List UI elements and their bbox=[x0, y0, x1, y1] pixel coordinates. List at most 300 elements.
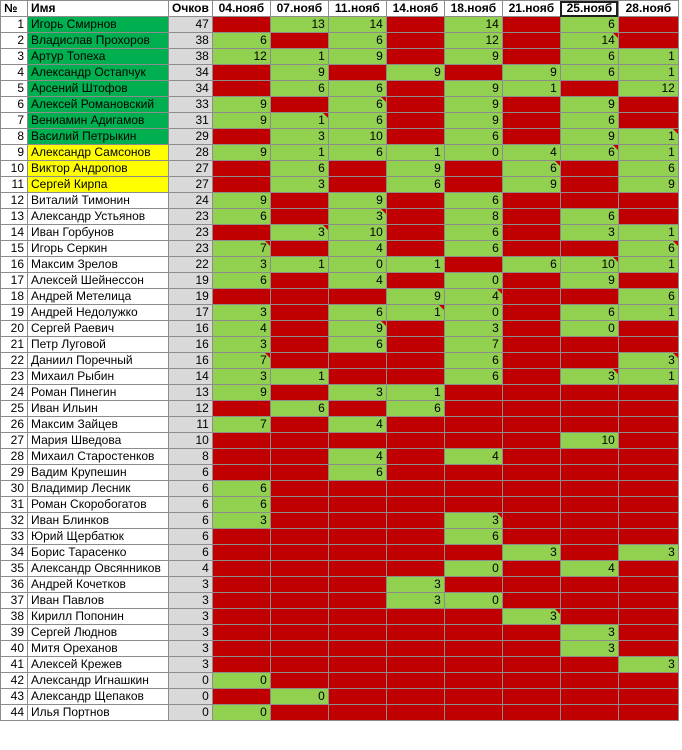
score-cell-missed[interactable] bbox=[618, 641, 678, 657]
score-cell-attended[interactable]: 10 bbox=[328, 225, 386, 241]
score-cell-missed[interactable] bbox=[560, 689, 618, 705]
score-cell-attended[interactable]: 6 bbox=[212, 33, 270, 49]
score-cell-missed[interactable] bbox=[212, 465, 270, 481]
rank-cell[interactable]: 2 bbox=[1, 33, 28, 49]
score-cell-missed[interactable] bbox=[502, 33, 560, 49]
score-cell-missed[interactable] bbox=[618, 337, 678, 353]
score-cell-missed[interactable] bbox=[270, 433, 328, 449]
header-date[interactable]: 04.нояб bbox=[212, 1, 270, 17]
score-cell-missed[interactable] bbox=[328, 161, 386, 177]
score-cell-attended[interactable]: 9 bbox=[212, 385, 270, 401]
rank-cell[interactable]: 13 bbox=[1, 209, 28, 225]
player-name-cell[interactable]: Алексей Крежев bbox=[28, 657, 169, 673]
score-cell-missed[interactable] bbox=[502, 705, 560, 721]
score-cell-attended[interactable]: 6 bbox=[386, 401, 444, 417]
rank-cell[interactable]: 32 bbox=[1, 513, 28, 529]
rank-cell[interactable]: 11 bbox=[1, 177, 28, 193]
score-cell-missed[interactable] bbox=[502, 657, 560, 673]
score-cell-attended[interactable]: 6 bbox=[444, 225, 502, 241]
score-cell-attended[interactable]: 1 bbox=[386, 305, 444, 321]
score-cell-attended[interactable]: 6 bbox=[560, 49, 618, 65]
rank-cell[interactable]: 37 bbox=[1, 593, 28, 609]
player-name-cell[interactable]: Иван Горбунов bbox=[28, 225, 169, 241]
score-cell-attended[interactable]: 9 bbox=[502, 65, 560, 81]
score-cell-missed[interactable] bbox=[560, 705, 618, 721]
score-cell-attended[interactable]: 6 bbox=[212, 273, 270, 289]
score-cell-attended[interactable]: 0 bbox=[444, 593, 502, 609]
player-name-cell[interactable]: Андрей Кочетков bbox=[28, 577, 169, 593]
score-cell-attended[interactable]: 9 bbox=[328, 49, 386, 65]
score-cell-missed[interactable] bbox=[328, 177, 386, 193]
score-cell-missed[interactable] bbox=[270, 529, 328, 545]
score-cell-attended[interactable]: 13 bbox=[270, 17, 328, 33]
score-cell-attended[interactable]: 7 bbox=[212, 241, 270, 257]
score-cell-missed[interactable] bbox=[270, 385, 328, 401]
score-cell-missed[interactable] bbox=[328, 625, 386, 641]
player-name-cell[interactable]: Сергей Раевич bbox=[28, 321, 169, 337]
score-cell-attended[interactable]: 6 bbox=[618, 241, 678, 257]
player-name-cell[interactable]: Владислав Прохоров bbox=[28, 33, 169, 49]
score-cell-attended[interactable]: 6 bbox=[444, 353, 502, 369]
score-cell-missed[interactable] bbox=[386, 241, 444, 257]
score-cell-attended[interactable]: 14 bbox=[328, 17, 386, 33]
score-cell-missed[interactable] bbox=[328, 689, 386, 705]
score-cell-missed[interactable] bbox=[444, 161, 502, 177]
score-cell-missed[interactable] bbox=[386, 97, 444, 113]
player-name-cell[interactable]: Андрей Недолужко bbox=[28, 305, 169, 321]
player-name-cell[interactable]: Роман Скоробогатов bbox=[28, 497, 169, 513]
score-cell-missed[interactable] bbox=[328, 353, 386, 369]
score-cell-missed[interactable] bbox=[618, 689, 678, 705]
header-date[interactable]: 14.нояб bbox=[386, 1, 444, 17]
score-cell-attended[interactable]: 3 bbox=[560, 369, 618, 385]
player-name-cell[interactable]: Михаил Старостенков bbox=[28, 449, 169, 465]
score-cell-missed[interactable] bbox=[386, 113, 444, 129]
player-name-cell[interactable]: Александр Игнашкин bbox=[28, 673, 169, 689]
score-cell-attended[interactable]: 6 bbox=[270, 81, 328, 97]
score-cell-missed[interactable] bbox=[328, 609, 386, 625]
score-cell-missed[interactable] bbox=[444, 657, 502, 673]
score-cell-attended[interactable]: 6 bbox=[560, 65, 618, 81]
score-cell-missed[interactable] bbox=[502, 641, 560, 657]
score-cell-missed[interactable] bbox=[270, 577, 328, 593]
score-cell-missed[interactable] bbox=[212, 129, 270, 145]
rank-cell[interactable]: 16 bbox=[1, 257, 28, 273]
score-cell-attended[interactable]: 9 bbox=[328, 321, 386, 337]
player-name-cell[interactable]: Андрей Метелица bbox=[28, 289, 169, 305]
rank-cell[interactable]: 6 bbox=[1, 97, 28, 113]
points-cell[interactable]: 16 bbox=[169, 321, 213, 337]
points-cell[interactable]: 16 bbox=[169, 337, 213, 353]
score-cell-missed[interactable] bbox=[444, 257, 502, 273]
score-cell-attended[interactable]: 14 bbox=[444, 17, 502, 33]
score-cell-attended[interactable]: 0 bbox=[212, 705, 270, 721]
score-cell-missed[interactable] bbox=[560, 497, 618, 513]
rank-cell[interactable]: 18 bbox=[1, 289, 28, 305]
score-cell-missed[interactable] bbox=[386, 705, 444, 721]
score-cell-attended[interactable]: 4 bbox=[212, 321, 270, 337]
score-cell-missed[interactable] bbox=[502, 513, 560, 529]
score-cell-missed[interactable] bbox=[618, 609, 678, 625]
score-cell-attended[interactable]: 6 bbox=[444, 369, 502, 385]
score-cell-missed[interactable] bbox=[212, 625, 270, 641]
rank-cell[interactable]: 30 bbox=[1, 481, 28, 497]
points-cell[interactable]: 6 bbox=[169, 545, 213, 561]
points-cell[interactable]: 6 bbox=[169, 481, 213, 497]
score-cell-missed[interactable] bbox=[618, 513, 678, 529]
score-cell-missed[interactable] bbox=[386, 561, 444, 577]
score-cell-missed[interactable] bbox=[386, 609, 444, 625]
score-cell-missed[interactable] bbox=[444, 465, 502, 481]
score-cell-missed[interactable] bbox=[328, 289, 386, 305]
score-cell-attended[interactable]: 6 bbox=[328, 81, 386, 97]
points-cell[interactable]: 23 bbox=[169, 241, 213, 257]
score-cell-missed[interactable] bbox=[444, 177, 502, 193]
score-cell-missed[interactable] bbox=[212, 161, 270, 177]
score-cell-missed[interactable] bbox=[386, 49, 444, 65]
points-cell[interactable]: 0 bbox=[169, 705, 213, 721]
score-cell-missed[interactable] bbox=[212, 545, 270, 561]
score-cell-attended[interactable]: 7 bbox=[212, 353, 270, 369]
score-cell-missed[interactable] bbox=[386, 337, 444, 353]
points-cell[interactable]: 10 bbox=[169, 433, 213, 449]
score-cell-attended[interactable]: 0 bbox=[444, 273, 502, 289]
score-cell-attended[interactable]: 3 bbox=[560, 641, 618, 657]
score-cell-missed[interactable] bbox=[212, 657, 270, 673]
score-cell-attended[interactable]: 3 bbox=[618, 545, 678, 561]
score-cell-attended[interactable]: 1 bbox=[502, 81, 560, 97]
score-cell-attended[interactable]: 6 bbox=[328, 113, 386, 129]
player-name-cell[interactable]: Арсений Штофов bbox=[28, 81, 169, 97]
score-cell-missed[interactable] bbox=[212, 593, 270, 609]
score-cell-attended[interactable]: 4 bbox=[328, 273, 386, 289]
score-cell-missed[interactable] bbox=[618, 449, 678, 465]
player-name-cell[interactable]: Митя Ореханов bbox=[28, 641, 169, 657]
score-cell-attended[interactable]: 3 bbox=[212, 337, 270, 353]
score-cell-missed[interactable] bbox=[386, 625, 444, 641]
score-cell-missed[interactable] bbox=[328, 65, 386, 81]
score-cell-missed[interactable] bbox=[270, 497, 328, 513]
score-cell-attended[interactable]: 9 bbox=[618, 177, 678, 193]
score-cell-missed[interactable] bbox=[502, 113, 560, 129]
score-cell-attended[interactable]: 9 bbox=[386, 289, 444, 305]
score-cell-missed[interactable] bbox=[560, 177, 618, 193]
player-name-cell[interactable]: Мария Шведова bbox=[28, 433, 169, 449]
points-cell[interactable]: 6 bbox=[169, 497, 213, 513]
score-cell-missed[interactable] bbox=[618, 529, 678, 545]
score-cell-attended[interactable]: 3 bbox=[444, 513, 502, 529]
player-name-cell[interactable]: Иван Ильин bbox=[28, 401, 169, 417]
header-date[interactable]: 21.нояб bbox=[502, 1, 560, 17]
points-cell[interactable]: 3 bbox=[169, 609, 213, 625]
score-cell-attended[interactable]: 1 bbox=[270, 257, 328, 273]
score-cell-attended[interactable]: 9 bbox=[212, 145, 270, 161]
rank-cell[interactable]: 33 bbox=[1, 529, 28, 545]
score-cell-missed[interactable] bbox=[560, 529, 618, 545]
score-cell-attended[interactable]: 4 bbox=[560, 561, 618, 577]
score-cell-attended[interactable]: 6 bbox=[618, 161, 678, 177]
score-cell-missed[interactable] bbox=[270, 33, 328, 49]
score-cell-missed[interactable] bbox=[618, 193, 678, 209]
score-cell-attended[interactable]: 3 bbox=[386, 577, 444, 593]
points-cell[interactable]: 4 bbox=[169, 561, 213, 577]
score-cell-missed[interactable] bbox=[270, 353, 328, 369]
score-cell-attended[interactable]: 1 bbox=[618, 369, 678, 385]
score-cell-missed[interactable] bbox=[560, 401, 618, 417]
score-cell-attended[interactable]: 6 bbox=[328, 33, 386, 49]
score-cell-attended[interactable]: 6 bbox=[212, 481, 270, 497]
score-cell-attended[interactable]: 8 bbox=[444, 209, 502, 225]
score-cell-attended[interactable]: 9 bbox=[560, 273, 618, 289]
points-cell[interactable]: 14 bbox=[169, 369, 213, 385]
score-cell-missed[interactable] bbox=[502, 385, 560, 401]
score-cell-attended[interactable]: 6 bbox=[444, 241, 502, 257]
score-cell-missed[interactable] bbox=[560, 657, 618, 673]
score-cell-attended[interactable]: 1 bbox=[618, 225, 678, 241]
score-cell-attended[interactable]: 6 bbox=[444, 193, 502, 209]
score-cell-attended[interactable]: 3 bbox=[618, 353, 678, 369]
points-cell[interactable]: 17 bbox=[169, 305, 213, 321]
score-cell-attended[interactable]: 0 bbox=[444, 145, 502, 161]
score-cell-missed[interactable] bbox=[502, 209, 560, 225]
score-cell-attended[interactable]: 12 bbox=[212, 49, 270, 65]
score-cell-attended[interactable]: 4 bbox=[502, 145, 560, 161]
score-cell-attended[interactable]: 3 bbox=[270, 225, 328, 241]
score-cell-attended[interactable]: 9 bbox=[444, 81, 502, 97]
score-cell-missed[interactable] bbox=[560, 481, 618, 497]
score-cell-missed[interactable] bbox=[502, 417, 560, 433]
score-cell-missed[interactable] bbox=[502, 465, 560, 481]
score-cell-attended[interactable]: 7 bbox=[444, 337, 502, 353]
rank-cell[interactable]: 8 bbox=[1, 129, 28, 145]
score-cell-missed[interactable] bbox=[386, 529, 444, 545]
score-cell-attended[interactable]: 10 bbox=[560, 433, 618, 449]
rank-cell[interactable]: 35 bbox=[1, 561, 28, 577]
player-name-cell[interactable]: Сергей Люднов bbox=[28, 625, 169, 641]
rank-cell[interactable]: 22 bbox=[1, 353, 28, 369]
header-date[interactable]: 28.нояб bbox=[618, 1, 678, 17]
player-name-cell[interactable]: Александр Щепаков bbox=[28, 689, 169, 705]
score-cell-attended[interactable]: 0 bbox=[270, 689, 328, 705]
player-name-cell[interactable]: Александр Самсонов bbox=[28, 145, 169, 161]
header-name[interactable]: Имя bbox=[28, 1, 169, 17]
score-cell-missed[interactable] bbox=[328, 401, 386, 417]
score-cell-missed[interactable] bbox=[328, 529, 386, 545]
score-cell-attended[interactable]: 1 bbox=[618, 49, 678, 65]
player-name-cell[interactable]: Михаил Рыбин bbox=[28, 369, 169, 385]
score-cell-attended[interactable]: 6 bbox=[270, 401, 328, 417]
score-cell-attended[interactable]: 3 bbox=[212, 369, 270, 385]
score-cell-attended[interactable]: 9 bbox=[560, 97, 618, 113]
score-cell-missed[interactable] bbox=[444, 65, 502, 81]
score-cell-attended[interactable]: 4 bbox=[328, 417, 386, 433]
score-cell-attended[interactable]: 14 bbox=[560, 33, 618, 49]
score-cell-missed[interactable] bbox=[328, 497, 386, 513]
score-cell-missed[interactable] bbox=[444, 385, 502, 401]
score-cell-missed[interactable] bbox=[386, 193, 444, 209]
score-cell-missed[interactable] bbox=[560, 449, 618, 465]
points-cell[interactable]: 24 bbox=[169, 193, 213, 209]
score-cell-attended[interactable]: 9 bbox=[502, 177, 560, 193]
score-cell-attended[interactable]: 9 bbox=[212, 97, 270, 113]
score-cell-attended[interactable]: 12 bbox=[618, 81, 678, 97]
score-cell-attended[interactable]: 0 bbox=[212, 673, 270, 689]
score-cell-attended[interactable]: 9 bbox=[212, 193, 270, 209]
score-cell-attended[interactable]: 3 bbox=[618, 657, 678, 673]
score-cell-missed[interactable] bbox=[502, 481, 560, 497]
points-cell[interactable]: 3 bbox=[169, 657, 213, 673]
score-cell-missed[interactable] bbox=[270, 209, 328, 225]
rank-cell[interactable]: 28 bbox=[1, 449, 28, 465]
score-cell-attended[interactable]: 3 bbox=[270, 177, 328, 193]
points-cell[interactable]: 47 bbox=[169, 17, 213, 33]
rank-cell[interactable]: 40 bbox=[1, 641, 28, 657]
score-cell-missed[interactable] bbox=[560, 353, 618, 369]
score-cell-missed[interactable] bbox=[502, 449, 560, 465]
score-cell-missed[interactable] bbox=[560, 385, 618, 401]
player-name-cell[interactable]: Игорь Смирнов bbox=[28, 17, 169, 33]
score-cell-missed[interactable] bbox=[618, 17, 678, 33]
score-cell-missed[interactable] bbox=[444, 641, 502, 657]
score-cell-missed[interactable] bbox=[618, 625, 678, 641]
score-cell-missed[interactable] bbox=[502, 97, 560, 113]
score-cell-missed[interactable] bbox=[270, 321, 328, 337]
rank-cell[interactable]: 27 bbox=[1, 433, 28, 449]
score-cell-missed[interactable] bbox=[328, 561, 386, 577]
score-cell-missed[interactable] bbox=[618, 481, 678, 497]
score-cell-missed[interactable] bbox=[502, 401, 560, 417]
points-cell[interactable]: 28 bbox=[169, 145, 213, 161]
score-cell-missed[interactable] bbox=[502, 593, 560, 609]
score-cell-missed[interactable] bbox=[618, 97, 678, 113]
score-cell-missed[interactable] bbox=[502, 673, 560, 689]
score-cell-attended[interactable]: 12 bbox=[444, 33, 502, 49]
score-cell-missed[interactable] bbox=[618, 577, 678, 593]
score-cell-missed[interactable] bbox=[212, 433, 270, 449]
score-cell-missed[interactable] bbox=[328, 433, 386, 449]
score-cell-missed[interactable] bbox=[502, 561, 560, 577]
score-cell-missed[interactable] bbox=[212, 17, 270, 33]
score-cell-missed[interactable] bbox=[502, 497, 560, 513]
score-cell-attended[interactable]: 6 bbox=[560, 305, 618, 321]
rank-cell[interactable]: 1 bbox=[1, 17, 28, 33]
player-name-cell[interactable]: Иван Павлов bbox=[28, 593, 169, 609]
score-cell-missed[interactable] bbox=[618, 593, 678, 609]
score-cell-missed[interactable] bbox=[328, 513, 386, 529]
score-cell-attended[interactable]: 9 bbox=[444, 113, 502, 129]
score-cell-missed[interactable] bbox=[386, 641, 444, 657]
score-cell-missed[interactable] bbox=[560, 609, 618, 625]
score-cell-missed[interactable] bbox=[386, 545, 444, 561]
player-name-cell[interactable]: Александр Устьянов bbox=[28, 209, 169, 225]
score-cell-attended[interactable]: 1 bbox=[386, 257, 444, 273]
score-cell-missed[interactable] bbox=[502, 353, 560, 369]
player-name-cell[interactable]: Александр Овсянников bbox=[28, 561, 169, 577]
score-cell-missed[interactable] bbox=[560, 81, 618, 97]
score-cell-missed[interactable] bbox=[386, 353, 444, 369]
rank-cell[interactable]: 14 bbox=[1, 225, 28, 241]
score-cell-missed[interactable] bbox=[270, 609, 328, 625]
score-cell-missed[interactable] bbox=[502, 241, 560, 257]
player-name-cell[interactable]: Владимир Лесник bbox=[28, 481, 169, 497]
score-cell-missed[interactable] bbox=[502, 369, 560, 385]
player-name-cell[interactable]: Максим Зайцев bbox=[28, 417, 169, 433]
points-cell[interactable]: 22 bbox=[169, 257, 213, 273]
score-cell-missed[interactable] bbox=[212, 449, 270, 465]
score-cell-attended[interactable]: 6 bbox=[444, 129, 502, 145]
score-cell-missed[interactable] bbox=[386, 321, 444, 337]
score-cell-attended[interactable]: 1 bbox=[270, 113, 328, 129]
rank-cell[interactable]: 43 bbox=[1, 689, 28, 705]
points-cell[interactable]: 11 bbox=[169, 417, 213, 433]
score-cell-missed[interactable] bbox=[618, 385, 678, 401]
points-cell[interactable]: 3 bbox=[169, 641, 213, 657]
rank-cell[interactable]: 38 bbox=[1, 609, 28, 625]
score-cell-missed[interactable] bbox=[502, 305, 560, 321]
points-cell[interactable]: 12 bbox=[169, 401, 213, 417]
score-cell-attended[interactable]: 4 bbox=[444, 289, 502, 305]
score-cell-missed[interactable] bbox=[618, 113, 678, 129]
rank-cell[interactable]: 26 bbox=[1, 417, 28, 433]
score-cell-missed[interactable] bbox=[386, 17, 444, 33]
score-cell-missed[interactable] bbox=[270, 641, 328, 657]
score-cell-missed[interactable] bbox=[560, 465, 618, 481]
score-cell-missed[interactable] bbox=[212, 225, 270, 241]
score-cell-attended[interactable]: 6 bbox=[560, 113, 618, 129]
header-number[interactable]: № bbox=[1, 1, 28, 17]
score-cell-missed[interactable] bbox=[386, 369, 444, 385]
score-cell-missed[interactable] bbox=[386, 129, 444, 145]
score-cell-attended[interactable]: 9 bbox=[560, 129, 618, 145]
score-cell-attended[interactable]: 0 bbox=[444, 561, 502, 577]
score-cell-missed[interactable] bbox=[328, 545, 386, 561]
score-cell-missed[interactable] bbox=[270, 625, 328, 641]
score-cell-attended[interactable]: 3 bbox=[560, 625, 618, 641]
rank-cell[interactable]: 34 bbox=[1, 545, 28, 561]
score-cell-attended[interactable]: 6 bbox=[328, 337, 386, 353]
score-cell-attended[interactable]: 4 bbox=[328, 241, 386, 257]
rank-cell[interactable]: 17 bbox=[1, 273, 28, 289]
score-cell-missed[interactable] bbox=[618, 465, 678, 481]
score-cell-missed[interactable] bbox=[502, 337, 560, 353]
score-cell-attended[interactable]: 6 bbox=[618, 289, 678, 305]
points-cell[interactable]: 19 bbox=[169, 273, 213, 289]
score-cell-missed[interactable] bbox=[328, 641, 386, 657]
points-cell[interactable]: 6 bbox=[169, 513, 213, 529]
score-cell-missed[interactable] bbox=[386, 481, 444, 497]
score-cell-missed[interactable] bbox=[560, 337, 618, 353]
score-cell-missed[interactable] bbox=[618, 33, 678, 49]
score-cell-missed[interactable] bbox=[386, 433, 444, 449]
score-cell-missed[interactable] bbox=[444, 689, 502, 705]
score-cell-missed[interactable] bbox=[270, 305, 328, 321]
score-cell-missed[interactable] bbox=[328, 673, 386, 689]
points-cell[interactable]: 0 bbox=[169, 673, 213, 689]
score-cell-missed[interactable] bbox=[618, 401, 678, 417]
rank-cell[interactable]: 7 bbox=[1, 113, 28, 129]
score-cell-attended[interactable]: 1 bbox=[386, 385, 444, 401]
score-cell-missed[interactable] bbox=[444, 609, 502, 625]
score-cell-missed[interactable] bbox=[212, 561, 270, 577]
score-cell-attended[interactable]: 9 bbox=[212, 113, 270, 129]
player-name-cell[interactable]: Борис Тарасенко bbox=[28, 545, 169, 561]
score-cell-attended[interactable]: 3 bbox=[444, 321, 502, 337]
points-cell[interactable]: 38 bbox=[169, 33, 213, 49]
points-cell[interactable]: 27 bbox=[169, 177, 213, 193]
score-cell-missed[interactable] bbox=[270, 193, 328, 209]
score-cell-missed[interactable] bbox=[386, 673, 444, 689]
score-cell-missed[interactable] bbox=[270, 97, 328, 113]
